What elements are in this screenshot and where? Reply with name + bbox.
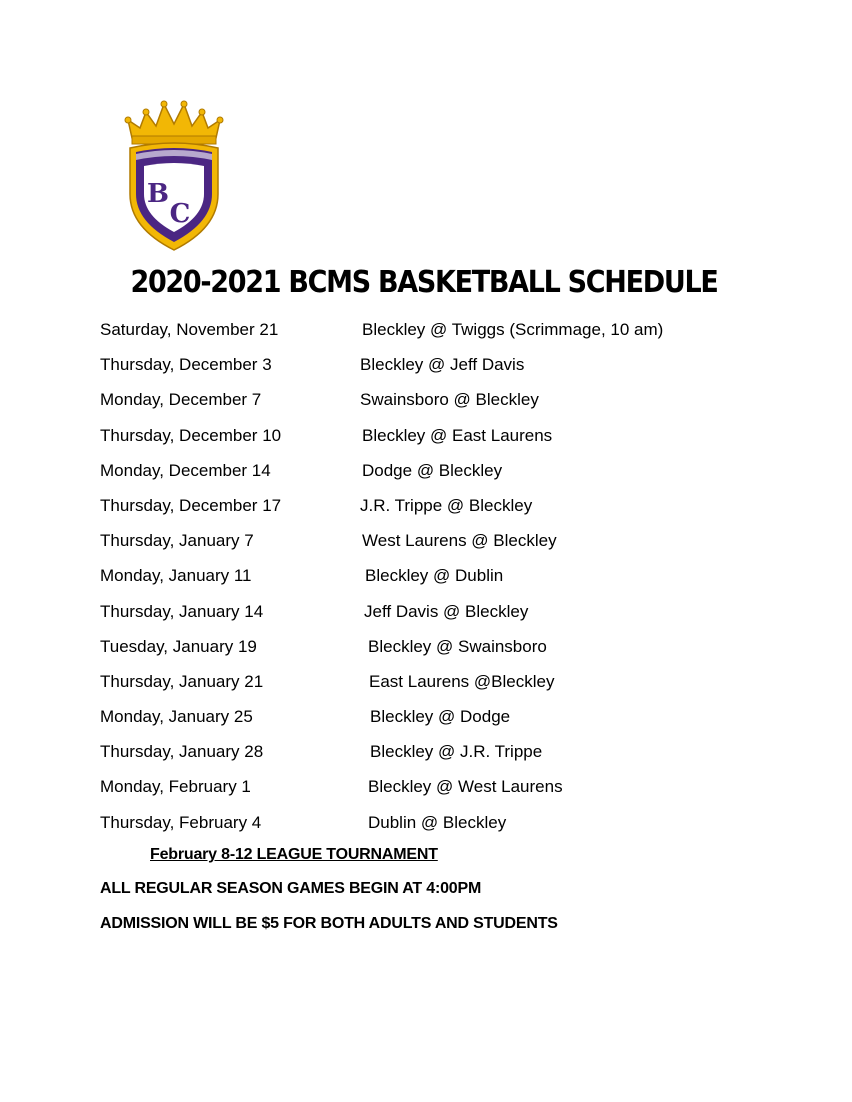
game-matchup: Bleckley @ J.R. Trippe xyxy=(370,742,543,762)
schedule-row xyxy=(100,318,800,353)
schedule-row xyxy=(100,600,800,635)
schedule-row xyxy=(100,529,800,564)
shield-icon xyxy=(130,143,218,250)
schedule-row xyxy=(100,705,800,740)
schedule-row xyxy=(100,811,800,846)
game-matchup: Bleckley @ Twiggs (Scrimmage, 10 am) xyxy=(362,320,664,339)
crown-shield-icon xyxy=(122,98,226,252)
game-matchup: Jeff Davis @ Bleckley xyxy=(364,601,529,621)
game-matchup: Bleckley @ East Laurens xyxy=(362,425,553,445)
game-date: Monday, January 11 xyxy=(100,566,252,586)
game-matchup: East Laurens @Bleckley xyxy=(369,671,555,691)
game-matchup: Bleckley @ Dublin xyxy=(365,566,504,586)
game-matchup: Dodge @ Bleckley xyxy=(362,460,503,480)
game-date: Thursday, January 21 xyxy=(100,671,264,691)
tournament-heading: February 8-12 LEAGUE TOURNAMENT xyxy=(150,846,438,863)
game-date: Thursday, January 28 xyxy=(100,742,264,762)
game-date: Monday, February 1 xyxy=(100,777,251,797)
schedule-row xyxy=(100,424,800,459)
game-date: Monday, December 14 xyxy=(100,460,271,480)
schedule-row xyxy=(100,494,800,529)
game-date: Thursday, December 10 xyxy=(100,425,282,445)
game-date: Thursday, December 3 xyxy=(100,355,272,375)
monogram-c: C xyxy=(169,199,191,229)
game-matchup: Dublin @ Bleckley xyxy=(368,812,507,832)
monogram-b: B xyxy=(147,179,169,209)
game-matchup: Bleckley @ Dodge xyxy=(370,707,511,727)
schedule-row xyxy=(100,353,800,388)
game-matchup: Bleckley @ Jeff Davis xyxy=(360,355,525,375)
game-date: Monday, December 7 xyxy=(100,390,262,410)
school-logo xyxy=(122,98,226,252)
schedule-row xyxy=(100,670,800,705)
admission-note: ADMISSION WILL BE $5 FOR BOTH ADULTS AND STUDENTS xyxy=(100,915,558,932)
schedule-row xyxy=(100,740,800,775)
game-date: Monday, January 25 xyxy=(100,707,253,727)
game-date: Saturday, November 21 xyxy=(100,320,279,339)
game-date: Thursday, January 14 xyxy=(100,601,264,621)
game-matchup: West Laurens @ Bleckley xyxy=(362,531,557,551)
schedule-row xyxy=(100,459,800,494)
game-matchup: Bleckley @ Swainsboro xyxy=(368,636,547,656)
game-date: Thursday, February 4 xyxy=(100,812,262,832)
start-time-note: ALL REGULAR SEASON GAMES BEGIN AT 4:00PM xyxy=(100,880,482,897)
crown-icon xyxy=(125,101,223,144)
schedule-row xyxy=(100,775,800,810)
schedule-row xyxy=(100,564,800,599)
game-matchup: Bleckley @ West Laurens xyxy=(368,777,563,797)
game-date: Tuesday, January 19 xyxy=(100,636,257,656)
schedule-row xyxy=(100,388,800,423)
game-date: Thursday, December 17 xyxy=(100,495,282,515)
schedule-list xyxy=(100,318,800,846)
game-date: Thursday, January 7 xyxy=(100,531,254,551)
game-matchup: Swainsboro @ Bleckley xyxy=(360,390,539,410)
schedule-row xyxy=(100,635,800,670)
page-title: 2020-2021 BCMS BASKETBALL SCHEDULE xyxy=(130,265,718,300)
game-matchup: J.R. Trippe @ Bleckley xyxy=(360,495,533,515)
